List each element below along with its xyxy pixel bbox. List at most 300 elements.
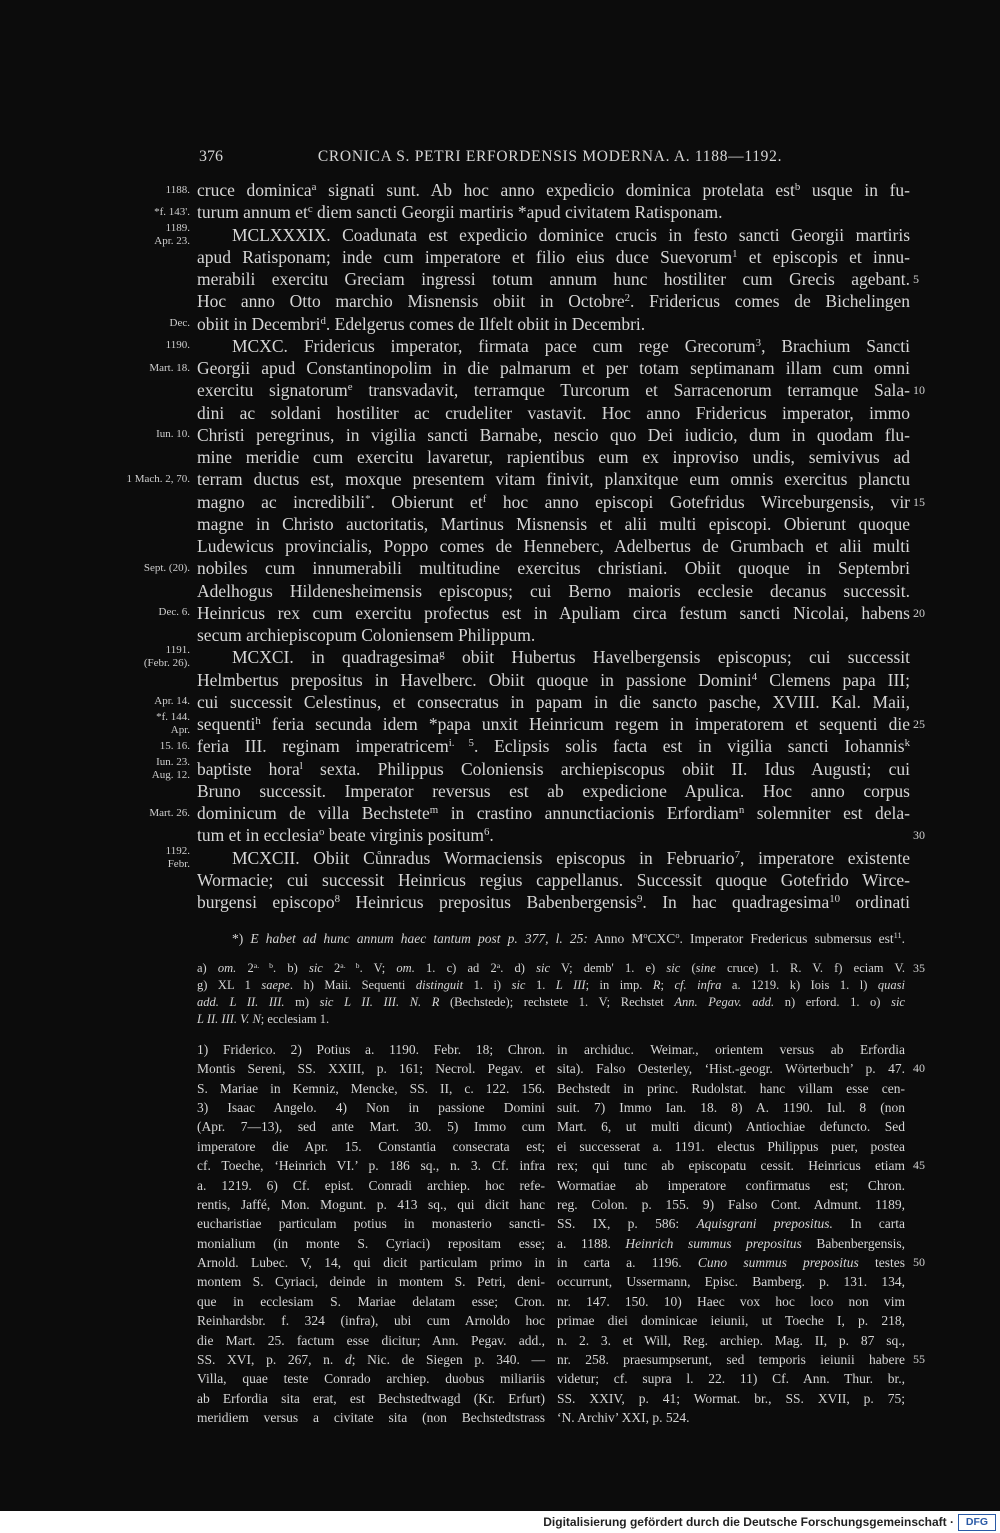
margin-date-note	[90, 845, 190, 871]
text-run: ; Nic. de Siegen p. 340. —	[351, 1351, 545, 1367]
line-text	[197, 380, 910, 400]
line-text	[197, 714, 910, 734]
text-run: , Brachium Sancti	[761, 335, 910, 356]
text-run: Heinricus rex cum exercitu profectus est in Apuliam circa festum sancti Nicolai, habens	[197, 602, 910, 623]
text-line	[197, 1214, 545, 1233]
line-text	[197, 358, 910, 378]
text-run: nr. 147. 150. 10) Haec vox hoc loco non vim	[557, 1293, 905, 1309]
text-run: magne in Christo auctoritatis, Martinus Misnensis et alii multi episcopi. Obierunt quoque	[197, 513, 910, 534]
text-run: nobiles cum innumerabili multitudine exercitus christiani. Obiit quoque in Septembri	[197, 558, 910, 579]
text-line	[557, 1331, 905, 1350]
text-run: ei successerat a. 1191. electus Philippus puer, postea	[557, 1138, 905, 1154]
line-text	[557, 1410, 689, 1425]
dfg-logo: DFG	[958, 1514, 996, 1531]
funding-credit-text: Digitalisierung gefördert durch die Deutsche Forschungsgemeinschaft ·	[543, 1515, 954, 1529]
italic-run: quasi	[877, 978, 905, 992]
margin-date-note	[90, 184, 190, 197]
text-line	[197, 758, 910, 780]
line-text	[197, 995, 905, 1009]
italic-run: sic	[308, 961, 323, 975]
text-line	[197, 179, 910, 201]
line-text	[197, 603, 910, 623]
text-line	[197, 446, 910, 468]
line-text	[197, 692, 910, 712]
margin-date-note	[90, 740, 190, 753]
text-run: cf. Toeche, ‘Heinrich VI.’ p. 186 sq., n. 3. Cf. infra	[197, 1158, 545, 1174]
text-run: rentis, Jaffé, Mon. Mogunt. p. 413 sq., qui dicit hanc	[197, 1196, 545, 1212]
margin-date-entry: 1189.	[165, 221, 190, 234]
line-text	[197, 978, 905, 992]
text-line	[197, 802, 910, 824]
text-run: burgensi episcopo	[197, 892, 335, 912]
text-run: 3) Isaac Angelo. 4) Non in passione Domini	[197, 1100, 545, 1116]
line-text	[197, 425, 910, 445]
text-run: die Mart. 25. factum esse dicitur; Ann. Pegav. add.,	[197, 1332, 545, 1348]
margin-date-entry: *f. 144.	[156, 711, 190, 723]
text-run: Georgii apud Constantinopolim in die palmarum et per totam septimanam illam cum omni	[197, 358, 910, 378]
line-text	[557, 1119, 905, 1134]
text-run: . b)	[273, 961, 309, 975]
line-text	[557, 1391, 905, 1406]
text-run: ; ecclesiam 1.	[260, 1012, 330, 1026]
text-run: n. 2. 3. et Will, Reg. archiep. Mag. II, p. 87 sq.,	[557, 1332, 905, 1348]
line-text	[197, 1371, 545, 1386]
text-run: turum annum et	[197, 202, 308, 223]
text-run: Heinricus prepositus Babenbergensis	[340, 892, 637, 912]
page-number: 376	[199, 148, 223, 165]
text-run: merabili exercitu Greciam ingressi totum annum hunc hostiliter cum Grecis agebant.	[197, 269, 910, 289]
text-run: . d)	[500, 961, 537, 975]
line-text	[557, 1352, 905, 1367]
line-number: 30	[913, 828, 925, 843]
text-run: cruce dominica	[197, 180, 312, 200]
footnote-marker: 10	[829, 893, 841, 906]
text-line	[197, 1156, 545, 1175]
text-run: Arnold. Lubec. V, 14, qui dicit particulam primo in	[197, 1255, 545, 1271]
text-run: occurrunt, Ussermann, Episc. Bamberg. p. 131. 134,	[557, 1274, 905, 1290]
margin-date-entry: Apr. 23.	[154, 234, 190, 247]
text-line	[197, 624, 910, 646]
text-line	[197, 535, 910, 557]
line-text	[197, 314, 645, 334]
text-run: signati sunt. Ab hoc anno expedicio dominica protelata est	[316, 180, 795, 200]
italic-run: sic L II. III. N. R	[319, 995, 440, 1009]
footnote-marker: o	[675, 931, 680, 941]
text-line	[197, 1311, 545, 1330]
margin-date-entry: 15. 16.	[159, 739, 190, 752]
text-run: mine meridie cum exercitu lavaretur, rapientibus eum ex inproviso undis, semivivus ad	[197, 447, 910, 467]
footnote-marker: b	[794, 181, 801, 194]
text-line	[197, 246, 910, 268]
text-line	[557, 1059, 905, 1078]
line-text	[197, 1294, 545, 1309]
italic-run: sic	[891, 995, 905, 1009]
line-text	[197, 492, 910, 512]
line-text	[557, 1371, 905, 1386]
text-run: Villa, quae teste Conrado archiep. duobus miliariis	[197, 1371, 545, 1387]
text-run: monialium (in monte S. Cyriaci) repositam esse;	[197, 1235, 545, 1251]
text-line	[197, 379, 910, 401]
line-text	[197, 581, 910, 601]
line-number: 20	[913, 605, 925, 620]
italic-run: R	[652, 978, 661, 992]
line-text	[557, 1100, 905, 1115]
text-run: . Obierunt et	[370, 491, 483, 512]
line-text	[197, 1216, 545, 1231]
text-run: V; demb' 1. e)	[550, 961, 667, 975]
text-run: baptiste hora	[197, 758, 300, 779]
footnote-marker: 4	[751, 670, 758, 683]
line-text	[197, 1352, 545, 1367]
text-line	[557, 1311, 905, 1330]
text-run: usque in fu-	[800, 180, 910, 200]
italic-run: L II. III. V. N	[197, 1012, 261, 1026]
footnote-marker: a. b	[253, 960, 274, 970]
text-line	[557, 1195, 905, 1214]
italic-run: add. L II. III.	[197, 995, 285, 1009]
footnote-marker: m	[429, 804, 439, 817]
footnote-marker: o	[318, 826, 325, 839]
margin-date-note	[90, 756, 190, 782]
text-run: secum archiepiscopum Coloniensem Philippum.	[197, 625, 536, 645]
text-run: in crastino annunctiacionis Erfordiam	[438, 803, 739, 823]
text-run: Anno M	[587, 931, 644, 946]
line-text	[557, 1081, 905, 1096]
text-line	[197, 313, 910, 335]
text-line	[557, 1292, 905, 1311]
text-line	[197, 468, 910, 490]
text-run: Mart. 6, ut multi dicunt) Antiochiae defuncto. Sed	[557, 1119, 905, 1135]
text-line	[557, 1389, 905, 1408]
text-run: Wormatiae ab imperatore confirmatus est; Chron.	[557, 1177, 905, 1193]
text-line	[197, 713, 910, 735]
italic-run: Heinrich summus prepositus	[625, 1235, 802, 1251]
italic-run: E habet ad hunc annum haec tantum post p. 377, l. 25:	[250, 931, 588, 946]
line-text	[197, 269, 910, 289]
text-run: feria secunda idem *papa unxit Heinricum regem in imperatorem et sequenti die	[260, 714, 910, 734]
text-run: 1. c) ad 2	[414, 961, 497, 975]
footnote-marker: *	[365, 492, 371, 505]
text-line	[557, 1350, 905, 1369]
text-run: . Imperator Fredericus submersus est	[679, 931, 894, 946]
text-run: Helmbertus prepositus in Havelberc. Obiit quoque in passione Domini	[197, 669, 752, 690]
text-run: MCXCII. Obiit Cůnradus Wormaciensis episcopus in Februario	[232, 847, 735, 868]
margin-date-note	[90, 606, 190, 619]
text-run: MCLXXXIX. Coadunata est expedicio dominice crucis in festo sancti Georgii martiris	[232, 224, 910, 245]
text-run: . V;	[359, 961, 397, 975]
line-text	[197, 202, 723, 222]
text-run: Reinhardsbr. f. 324 (infra), ubi cum Arnoldo hoc	[197, 1313, 545, 1329]
text-line	[557, 1079, 905, 1098]
italic-run: d	[344, 1351, 352, 1367]
text-run: primae diei dominicae ieiunii, ut Toeche I, p. 218,	[557, 1313, 905, 1329]
text-run: (Bechstede); rechstete 1. V; Rechstet	[439, 995, 675, 1009]
funding-credit-bar	[0, 1511, 1000, 1533]
line-text	[557, 1236, 905, 1251]
margin-date-entry: 1192.	[165, 844, 190, 857]
text-line	[197, 977, 905, 994]
footnote-marker: n	[738, 804, 745, 817]
margin-date-note	[90, 562, 190, 575]
text-run: SS. XXIV, p. 41; Wormat. br., SS. XVII, p. 75;	[557, 1390, 905, 1406]
margin-date-entry: Mart. 26.	[149, 806, 190, 819]
line-text	[197, 961, 905, 975]
text-run: Adelhogus Hildenesheimensis episcopus; cui Berno maioris ecclesie decanus successit.	[197, 580, 910, 601]
margin-date-note	[90, 807, 190, 820]
text-run: ordinati	[840, 892, 910, 912]
text-run: . Eclipsis solis facta est in vigilia sancti Iohannis	[473, 736, 905, 757]
line-text	[197, 1391, 545, 1406]
text-line	[197, 268, 910, 290]
line-text	[197, 1081, 545, 1096]
italic-run: saepe	[261, 978, 290, 992]
text-line	[232, 224, 910, 246]
text-line	[197, 1408, 545, 1427]
text-line	[197, 780, 910, 802]
text-line	[197, 290, 910, 312]
italic-run: L III	[555, 978, 586, 992]
line-text	[197, 1100, 545, 1115]
text-line	[197, 1079, 545, 1098]
text-run: . h) Maii. Sequenti	[289, 978, 416, 992]
text-run: Bruno successit. Imperator reversus est ab expedicione Apulica. Hoc anno corpus	[197, 780, 910, 801]
margin-date-note	[90, 339, 190, 352]
text-run: hoc anno episcopi Gotefridus Wirceburgensis, vir	[486, 491, 911, 512]
text-run: a. 1219. 6) Cf. epist. Conradi archiep. hoc refe-	[197, 1177, 545, 1193]
text-run: 2	[322, 961, 341, 975]
line-text	[232, 336, 910, 356]
text-run: m)	[284, 995, 320, 1009]
text-run: . In hac quadragesima	[642, 892, 830, 912]
footnote-marker: 2	[624, 292, 631, 305]
footnote-marker: 8	[334, 893, 341, 906]
line-number: 55	[913, 1351, 925, 1366]
line-text	[557, 1197, 905, 1212]
text-run: SS. XVI, p. 267, n.	[197, 1351, 345, 1367]
line-number: 40	[913, 1061, 925, 1076]
text-run: .	[489, 825, 494, 846]
text-line	[197, 1272, 545, 1291]
text-run: dominicum de villa Bechstete	[197, 803, 430, 823]
footnote-marker: l	[299, 759, 303, 772]
text-run: videtur; cf. supra l. 22. 11) Cf. Ann. Thur. br.,	[557, 1371, 905, 1387]
margin-date-entry: Iun. 23.	[156, 755, 190, 768]
text-line	[557, 1156, 905, 1175]
text-run: ab Erfordia sita erat, est Bechstedtwagd (Kr. Erfurt)	[197, 1390, 545, 1406]
footnote-marker: a. b	[340, 960, 360, 970]
text-run: reg. Colon. p. 155. 9) Falso Cont. Admunt. 1189,	[557, 1196, 905, 1212]
margin-date-note	[90, 473, 190, 486]
italic-run: sine	[695, 961, 716, 975]
text-line	[557, 1117, 905, 1136]
text-run: ;	[660, 978, 675, 992]
text-run: .	[901, 931, 906, 946]
margin-date-note	[90, 362, 190, 375]
line-text	[197, 1333, 545, 1348]
text-run: cui successit Celestinus, et consecratus in papam in die sancto pasche, XVIII. Kal. Maii,	[197, 691, 910, 712]
line-text	[197, 447, 910, 467]
line-number: 25	[913, 717, 925, 731]
text-line	[197, 557, 910, 579]
text-line	[197, 1253, 545, 1272]
text-line	[557, 1137, 905, 1156]
text-run: (	[680, 961, 696, 975]
text-line	[197, 1389, 545, 1408]
text-run: in archiduc. Weimar., orientem versus ab Erfordia	[557, 1042, 905, 1057]
line-text	[197, 625, 535, 645]
text-run: . Edelgerus comes de Ilfelt obiit in Decembri.	[325, 313, 646, 334]
italic-run: Ann. Pegav. add.	[674, 995, 775, 1009]
line-text	[197, 247, 910, 267]
text-line	[197, 1292, 545, 1311]
text-run: Montis Sereni, SS. XXIII, p. 161; Necrol. Pegav. et	[197, 1061, 545, 1077]
margin-date-note	[90, 644, 190, 670]
line-text	[197, 1061, 545, 1076]
text-run: sequenti	[197, 714, 256, 734]
text-line	[557, 1272, 905, 1291]
line-number: 50	[913, 1255, 925, 1270]
line-text	[197, 1042, 545, 1057]
footnote-marker: e	[347, 381, 353, 394]
line-text	[197, 514, 910, 534]
line-text	[197, 892, 910, 912]
text-run: magno ac incredibili	[197, 491, 366, 512]
text-line	[197, 1195, 545, 1214]
text-run: nr. 258. praesumpserunt, sed temporis ieiunii habere	[557, 1351, 905, 1367]
text-line	[197, 1369, 545, 1388]
margin-date-entry: Mart. 18.	[149, 361, 190, 374]
footnote-marker: 11	[893, 931, 902, 941]
text-run: , imperatore existente	[739, 847, 910, 868]
margin-date-note	[90, 317, 190, 330]
line-text	[557, 1139, 905, 1154]
footnote-marker: g	[439, 648, 445, 661]
italic-run: sic	[666, 961, 681, 975]
margin-date-note	[90, 711, 190, 737]
margin-date-entry: Aug. 12.	[151, 768, 190, 781]
text-run: a)	[197, 961, 218, 975]
margin-date-entry: Dec. 6.	[158, 606, 190, 619]
line-text	[557, 1313, 905, 1328]
text-run: . Fridericus comes de Bichelingen	[630, 291, 910, 312]
text-line	[197, 1098, 545, 1117]
text-line	[197, 669, 910, 691]
text-run: *)	[232, 931, 251, 946]
text-run: feria III. reginam imperatricem	[197, 736, 449, 757]
text-run: MCXCI. in quadragesima	[232, 647, 440, 668]
line-number: 15	[913, 494, 925, 509]
text-run: eucharistiae particulam potius in monasterio sancti-	[197, 1216, 545, 1232]
italic-run: om.	[396, 961, 415, 975]
line-text	[197, 1313, 545, 1328]
margin-date-note	[90, 206, 190, 219]
text-line	[557, 1369, 905, 1388]
text-line	[557, 1040, 905, 1059]
line-text	[232, 647, 910, 667]
margin-date-note	[90, 222, 190, 248]
text-run: ; in imp.	[585, 978, 653, 992]
text-run: suit. 7) Immo Ian. 18. 8) A. 1190. Iul. 8 (non	[557, 1100, 905, 1116]
footnote-marker: a	[496, 960, 501, 970]
text-run: in carta a. 1196.	[557, 1255, 698, 1271]
text-line	[197, 357, 910, 379]
text-line	[557, 1098, 905, 1117]
margin-date-note	[90, 695, 190, 708]
text-run: solemniter est dela-	[744, 803, 910, 823]
line-text	[197, 1178, 545, 1193]
text-run: 1) Friderico. 2) Potius a. 1190. Febr. 18; Chron.	[197, 1042, 545, 1057]
text-line	[197, 735, 910, 757]
italic-run: sic	[511, 978, 526, 992]
text-run: cruce) 1. R. V. f) eciam V.	[715, 961, 905, 975]
text-line	[557, 1253, 905, 1272]
text-run: obiit Hubertus Havelbergensis episcopus; cui successit	[444, 647, 910, 668]
text-line	[557, 1214, 905, 1233]
line-text	[557, 1042, 905, 1057]
text-line	[197, 1117, 545, 1136]
line-number: 5	[913, 272, 919, 286]
text-run: 2	[236, 961, 254, 975]
line-number: 10	[913, 383, 925, 398]
text-line	[197, 602, 910, 624]
text-run: a. 1219. k) Iois 1. l)	[721, 978, 878, 992]
text-run: dini ac soldani hostiliter ac crudeliter vastavit. Hoc anno Fridericus imperator, immo	[197, 402, 910, 423]
line-text	[197, 781, 910, 801]
footnote-marker: 9	[636, 893, 643, 906]
line-text	[197, 1012, 329, 1026]
text-line	[557, 1176, 905, 1195]
text-line	[197, 402, 910, 424]
italic-run: Cuno summus prepositus	[697, 1255, 859, 1271]
line-text	[197, 1119, 545, 1134]
text-run: CXC	[647, 931, 676, 946]
line-text	[557, 1158, 905, 1173]
text-run: beate virginis positum	[324, 825, 484, 846]
line-text	[557, 1294, 905, 1309]
text-run: Hoc anno Otto marchio Misnensis obiit in Octobre	[197, 291, 625, 312]
line-number: 35	[913, 961, 925, 975]
text-run: montem S. Cyriaci, deinde in montem S. Petri, deni-	[197, 1274, 545, 1290]
text-run: Clemens papa III;	[757, 669, 910, 690]
text-line	[232, 847, 910, 869]
margin-date-entry: Febr.	[167, 857, 190, 870]
text-line	[197, 960, 905, 977]
text-line	[197, 1176, 545, 1195]
line-text	[197, 403, 910, 423]
text-line	[197, 1040, 545, 1059]
text-run: testes	[858, 1255, 906, 1271]
footnote-marker: h	[255, 715, 261, 728]
line-text	[557, 1061, 905, 1076]
text-run: ‘N. Archiv’ XXI, p. 524.	[557, 1410, 690, 1426]
text-run: Babenbergensis,	[801, 1235, 905, 1251]
text-run: 1.	[525, 978, 556, 992]
text-line	[197, 1350, 545, 1369]
line-text	[232, 848, 910, 868]
margin-date-entry: Sept. (20).	[143, 561, 190, 574]
footnote-marker: a	[311, 181, 317, 194]
text-run: Ludewicus provincialis, Poppo comes de Henneberc, Adelbertus de Grumbach et alii multi	[197, 536, 910, 556]
line-text	[197, 291, 910, 311]
line-text	[197, 558, 910, 578]
margin-date-entry: Apr.	[170, 724, 190, 736]
italic-run: cf. infra	[674, 978, 722, 992]
footnote-marker: d	[320, 314, 326, 327]
line-text	[197, 759, 910, 779]
line-text	[557, 1333, 905, 1348]
line-text	[232, 225, 910, 245]
text-run: Bechstedt in princ. Rudolstat. hanc villam esse cen-	[557, 1080, 905, 1096]
